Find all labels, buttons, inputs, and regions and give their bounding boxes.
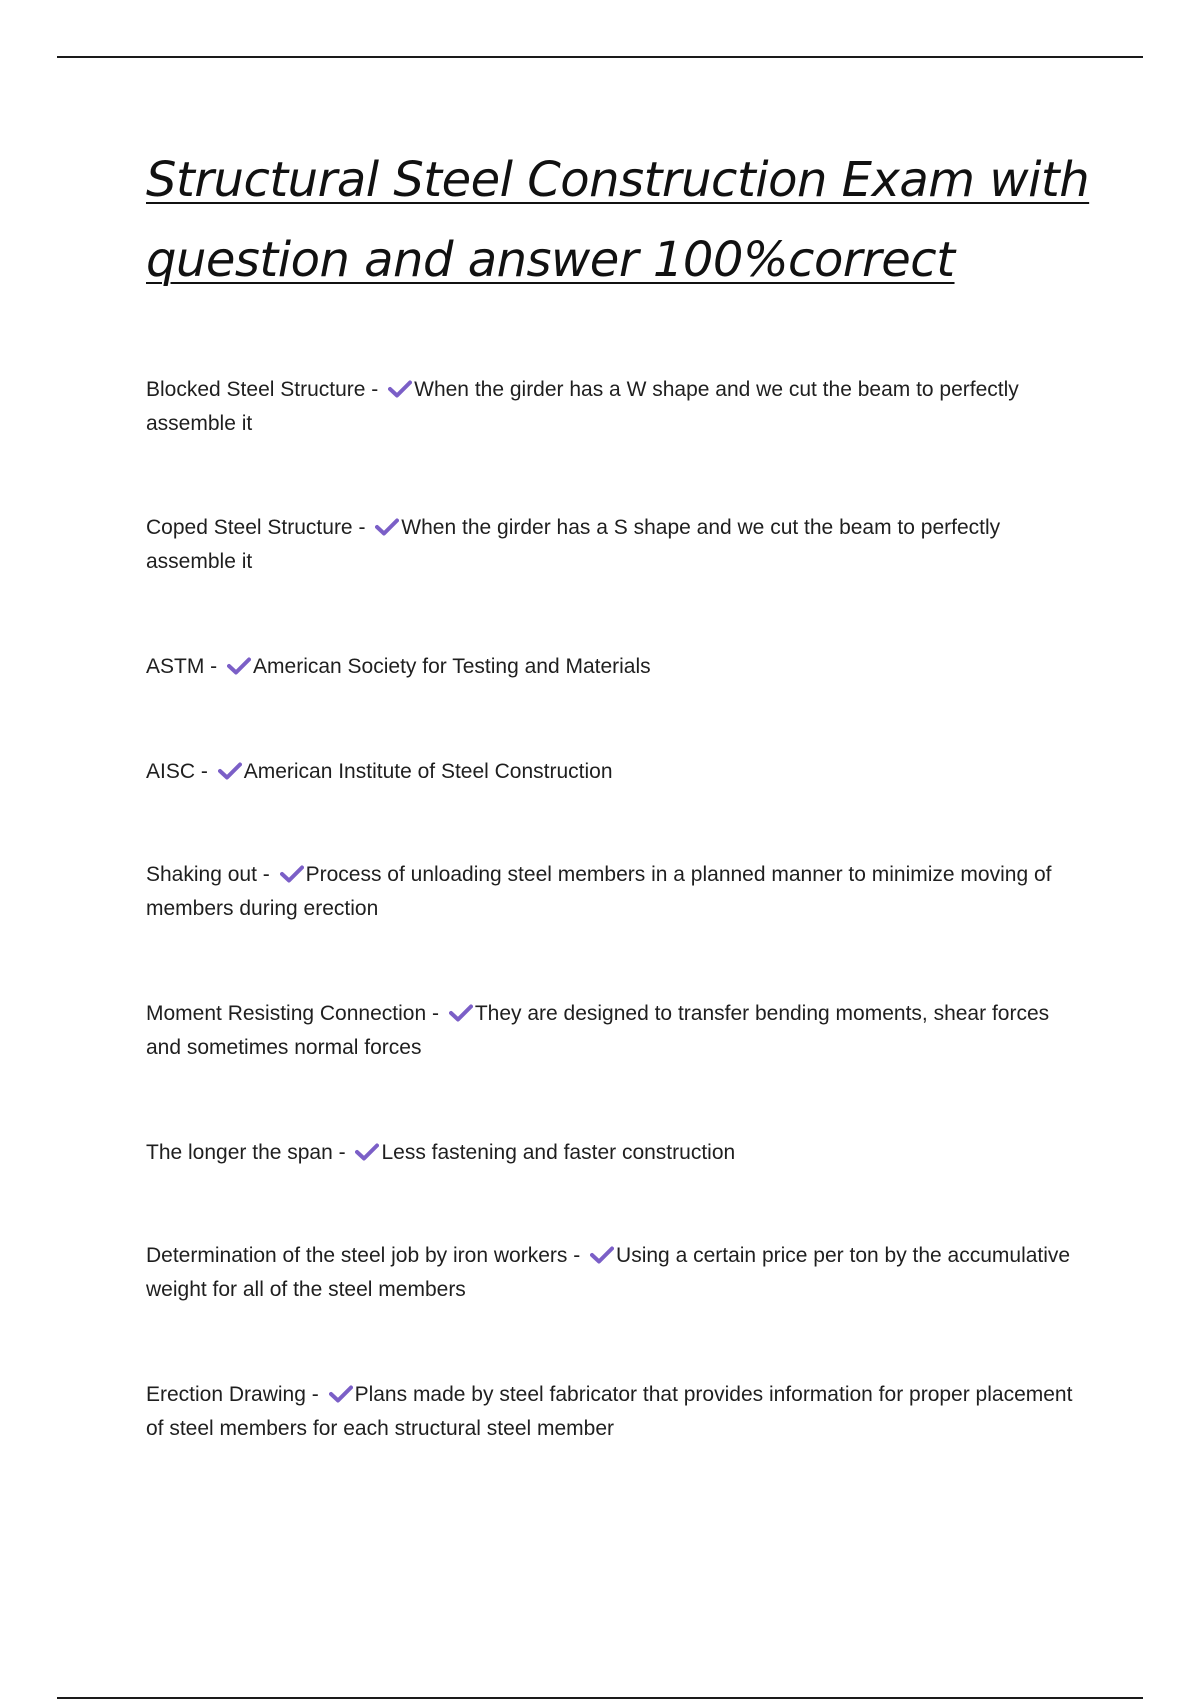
separator: -: [352, 516, 372, 539]
checkmark-icon: [590, 1246, 614, 1264]
separator: -: [305, 1383, 325, 1406]
question-text: Blocked Steel Structure: [146, 378, 366, 401]
header-rule: [57, 56, 1143, 58]
separator: -: [332, 1141, 352, 1164]
qa-item: [146, 511, 1086, 579]
checkmark-icon: [227, 657, 251, 675]
qa-item: [146, 650, 1086, 684]
answer-text: Using a certain price per ton by the accumulative weight for all of the steel members: [146, 1244, 1071, 1301]
answer-text: When the girder has a W shape and we cut the beam to perfectly assemble it: [146, 378, 1019, 435]
checkmark-icon: [280, 865, 304, 883]
footer-rule: [57, 1697, 1143, 1699]
answer-text: Process of unloading steel members in a planned manner to minimize moving of members during erection: [146, 863, 1052, 920]
question-text: ASTM: [146, 655, 205, 678]
question-text: Erection Drawing: [146, 1383, 306, 1406]
answer-text: American Society for Testing and Materials: [253, 655, 651, 678]
qa-item: [146, 373, 1086, 441]
separator: -: [204, 655, 224, 678]
qa-item: [146, 1378, 1086, 1446]
separator: -: [426, 1002, 445, 1025]
document-title: Structural Steel Construction Exam with question and answer 100%correct: [146, 152, 1090, 288]
separator: -: [195, 760, 214, 783]
separator: -: [365, 378, 385, 401]
answer-text: When the girder has a S shape and we cut the beam to perfectly assemble it: [146, 516, 1001, 573]
qa-item: [146, 1239, 1086, 1307]
question-text: Moment Resisting Connection: [146, 1002, 427, 1025]
question-text: The longer the span: [146, 1141, 333, 1164]
separator: -: [567, 1244, 587, 1267]
checkmark-icon: [329, 1385, 353, 1403]
answer-text: They are designed to transfer bending moments, shear forces and sometimes normal forces: [146, 1002, 1050, 1059]
answer-text: Plans made by steel fabricator that provides information for proper placement of steel members for each structural steel member: [146, 1383, 1073, 1440]
checkmark-icon: [218, 762, 242, 780]
question-text: Coped Steel Structure: [146, 516, 353, 539]
checkmark-icon: [355, 1143, 379, 1161]
checkmark-icon: [449, 1004, 473, 1022]
checkmark-icon: [375, 518, 399, 536]
question-text: AISC: [146, 760, 196, 783]
qa-item: [146, 858, 1086, 926]
qa-item: [146, 997, 1086, 1065]
answer-text: Less fastening and faster construction: [381, 1141, 736, 1164]
answer-text: American Institute of Steel Construction: [243, 760, 613, 783]
checkmark-icon: [388, 380, 412, 398]
qa-item: [146, 755, 1086, 789]
separator: -: [256, 863, 276, 886]
question-text: Shaking out: [146, 863, 257, 886]
question-text: Determination of the steel job by iron workers: [146, 1244, 568, 1267]
qa-item: [146, 1136, 1086, 1170]
